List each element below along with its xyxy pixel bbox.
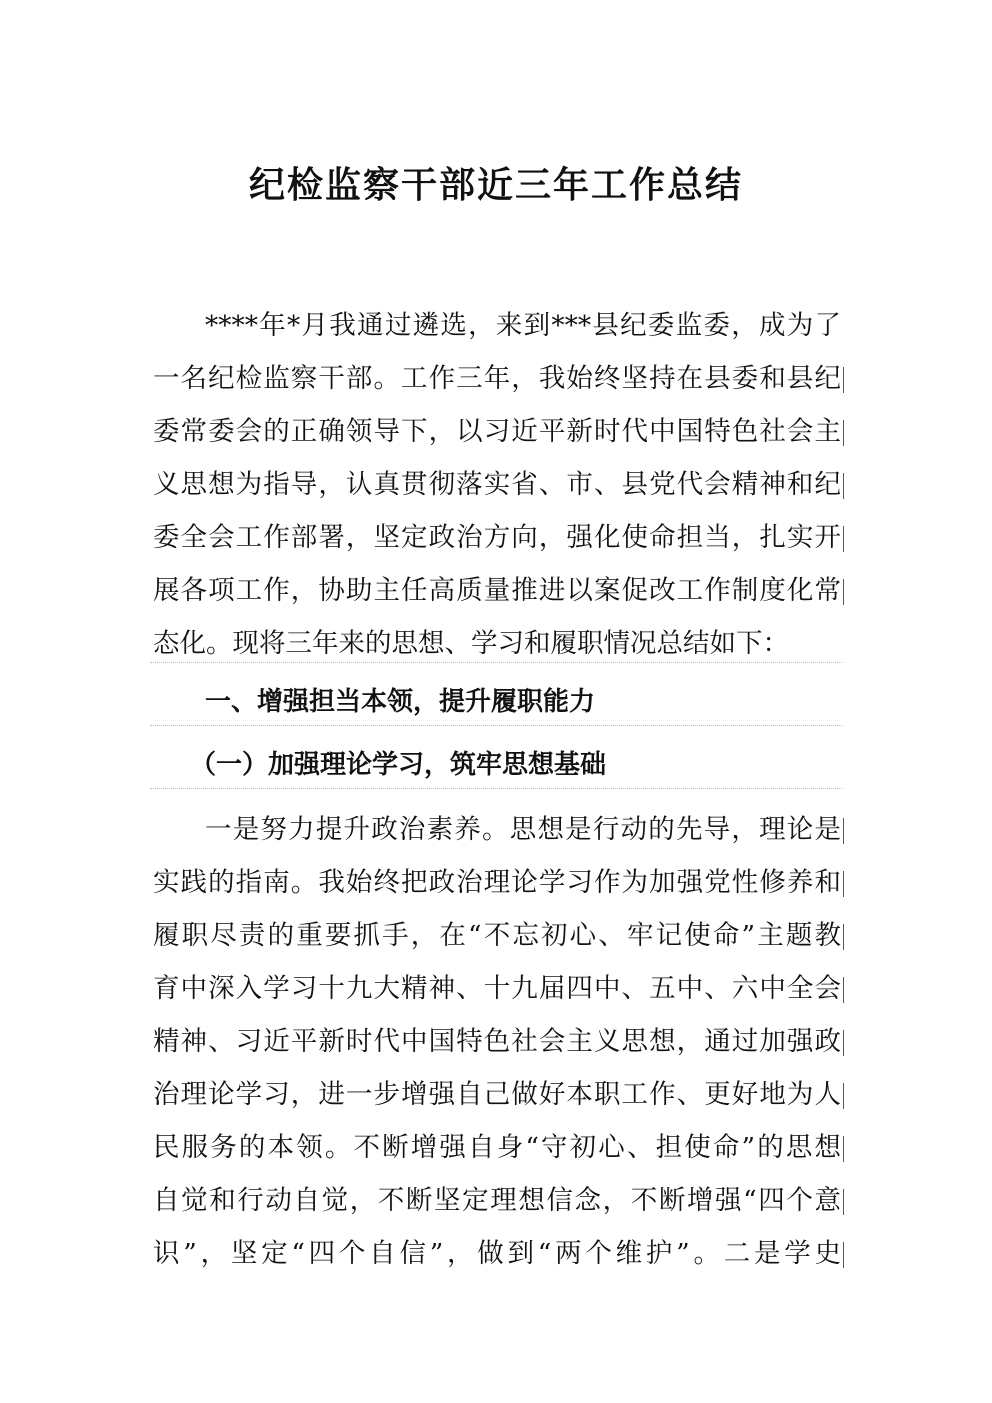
line-end-mark	[843, 818, 844, 844]
body-line: 一是努力提升政治素养。思想是行动的先导，理论是	[205, 814, 841, 845]
body-line: 自觉和行动自觉，不断坚定理想信念，不断增强“四个意	[153, 1185, 841, 1216]
body-line: 育中深入学习十九大精神、十九届四中、五中、六中全会	[153, 973, 841, 1004]
line-end-mark	[843, 871, 844, 897]
intro-line: ****年*月我通过遴选，来到***县纪委监委，成为了	[205, 310, 841, 341]
line-end-mark	[843, 1136, 844, 1162]
paragraph-divider	[150, 662, 842, 663]
intro-line: 态化。现将三年来的思想、学习和履职情况总结如下：	[153, 628, 789, 659]
body-line: 民服务的本领。不断增强自身“守初心、担使命”的思想	[153, 1132, 841, 1163]
section-heading: 一、增强担当本领，提升履职能力	[205, 687, 596, 717]
paragraph-divider	[150, 725, 842, 726]
body-line: 履职尽责的重要抓手，在“不忘初心、牢记使命”主题教	[153, 920, 841, 951]
line-end-mark	[843, 1189, 844, 1215]
body-line: 精神、习近平新时代中国特色社会主义思想，通过加强政	[153, 1026, 841, 1057]
line-end-mark	[843, 1242, 844, 1268]
intro-line: 展各项工作，协助主任高质量推进以案促改工作制度化常	[153, 575, 841, 606]
line-end-mark	[843, 977, 844, 1003]
document-title: 纪检监察干部近三年工作总结	[248, 164, 743, 206]
intro-line: 义思想为指导，认真贯彻落实省、市、县党代会精神和纪	[153, 469, 841, 500]
line-end-mark	[843, 924, 844, 950]
line-end-mark	[843, 579, 844, 605]
intro-line: 一名纪检监察干部。工作三年，我始终坚持在县委和县纪	[153, 363, 841, 394]
line-end-mark	[843, 1083, 844, 1109]
body-line: 识”，坚定“四个自信”，做到“两个维护”。二是学史	[153, 1238, 841, 1269]
line-end-mark	[843, 367, 844, 393]
paragraph-divider	[150, 788, 842, 789]
subsection-heading: （一）加强理论学习，筑牢思想基础	[190, 750, 607, 780]
line-end-mark	[843, 526, 844, 552]
line-end-mark	[843, 1030, 844, 1056]
intro-line: 委全会工作部署，坚定政治方向，强化使命担当，扎实开	[153, 522, 841, 553]
body-line: 治理论学习，进一步增强自己做好本职工作、更好地为人	[153, 1079, 841, 1110]
line-end-mark	[843, 473, 844, 499]
body-line: 实践的指南。我始终把政治理论学习作为加强党性修养和	[153, 867, 841, 898]
line-end-mark	[843, 420, 844, 446]
intro-line: 委常委会的正确领导下，以习近平新时代中国特色社会主	[153, 416, 841, 447]
